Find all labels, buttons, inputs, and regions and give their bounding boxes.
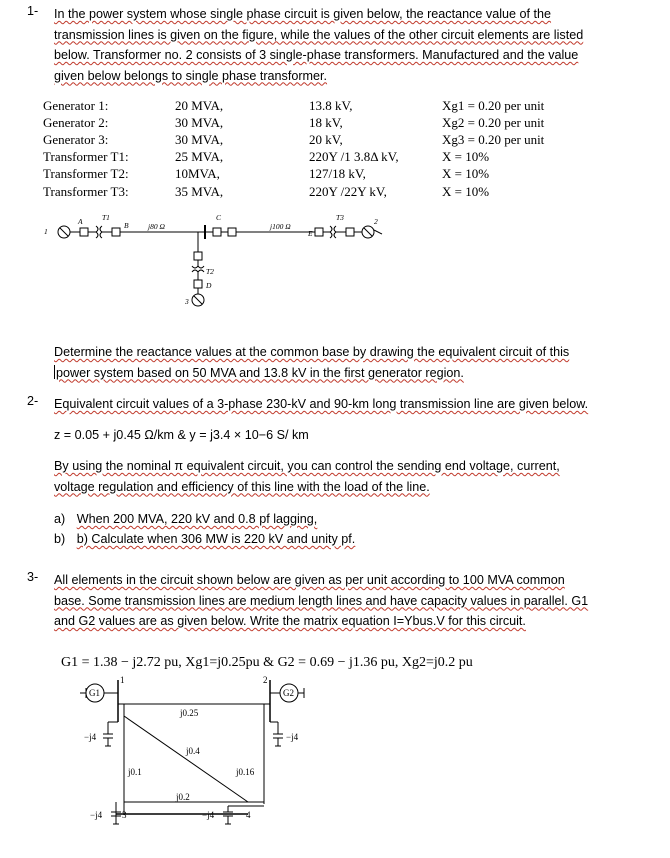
q3-generator-values: G1 = 1.38 − j2.72 pu, Xg1=j0.25pu & G2 = 0.69 − j1.36 pu, Xg2=j0.2 pu xyxy=(61,655,473,670)
bus-c-box xyxy=(213,228,221,236)
bus-a-box xyxy=(80,228,88,236)
z13-label: j0.1 xyxy=(128,767,142,777)
q3-number: 3- xyxy=(27,570,39,584)
gen2-label: 2 xyxy=(374,217,378,226)
bus-e-label: E xyxy=(308,229,313,238)
q1-line-2: transmission lines is given on the figure, while the values of the other circuit elements are listed xyxy=(54,27,584,42)
z34-label: j0.2 xyxy=(176,792,190,802)
q1-determine-line-1: Determine the reactance values at the common base by drawing the equivalent circuit of this xyxy=(54,345,570,359)
q2-formula: z = 0.05 + j0.45 Ω/km & y = j3.4 × 10−6 S/ km xyxy=(54,428,309,442)
bus-1-label: 1 xyxy=(120,675,125,685)
q2-item-a: a) When 200 MVA, 220 kV and 0.8 pf lagging, xyxy=(54,512,318,526)
table-row: Generator 2: 30 MVA, 18 kV, Xg2 = 0.20 per unit xyxy=(43,114,545,130)
bus-e-box xyxy=(315,228,323,236)
q2-line-3: voltage regulation and efficiency of this line with the load of the line. xyxy=(54,479,430,494)
element-parameter-table xyxy=(43,97,562,200)
q1-text xyxy=(54,4,654,86)
z14-label: j0.4 xyxy=(186,746,200,756)
q2-line-2: By using the nominal π equivalent circuit, you can control the sending end voltage, current, xyxy=(54,459,560,473)
z24-label: j0.16 xyxy=(236,767,255,777)
bus-b-label: B xyxy=(124,221,129,230)
q2-number: 2- xyxy=(27,394,39,408)
line2-reactance: j100 Ω xyxy=(270,222,291,231)
line1-reactance: j80 Ω xyxy=(148,222,165,231)
c1-label: −j4 xyxy=(84,732,97,742)
q3-text xyxy=(54,570,654,632)
q3-line-1: All elements in the circuit shown below are given as per unit according to 100 MVA common xyxy=(54,573,565,587)
t3-label: T3 xyxy=(336,213,344,222)
table-row: Transformer T2: 10MVA, 127/18 kV, X = 10% xyxy=(43,166,490,182)
q3-line-3: and G2 values are as given below. Write the matrix equation I=Ybus.V for this circuit. xyxy=(54,614,526,628)
table-row: Generator 3: 30 MVA, 20 kV, Xg3 = 0.20 per unit xyxy=(43,131,545,147)
q1-determine xyxy=(54,342,654,383)
bus-d-label: D xyxy=(206,281,212,290)
t1-label: T1 xyxy=(102,213,110,222)
q2-line-1: Equivalent circuit values of a 3-phase 230-kV and 90-km long transmission line are given below. xyxy=(54,397,589,411)
q2-text xyxy=(54,456,654,497)
table-row: Generator 1: 20 MVA, 13.8 kV, Xg1 = 0.20 per unit xyxy=(43,97,545,113)
q2-item-b: b) b) Calculate when 306 MW is 220 kV and unity pf. xyxy=(54,532,356,546)
bus-b-box xyxy=(112,228,120,236)
transformer-t3-symbol xyxy=(330,226,336,238)
c3-label: −j4 xyxy=(90,810,103,820)
transformer-t2-symbol xyxy=(192,266,204,272)
q3-line-2: base. Some transmission lines are medium length lines and have capacity values in parallel. G1 xyxy=(54,593,589,608)
gen3-label: 3 xyxy=(185,297,189,306)
z12-label: j0.25 xyxy=(180,708,199,718)
network-diagram xyxy=(78,674,318,830)
text-cursor xyxy=(54,365,55,379)
bus-3-label: 3 xyxy=(122,810,127,820)
q1-determine-line-2: power system based on 50 MVA and 13.8 kV in the first generator region. xyxy=(56,365,464,380)
q1-line-1: In the power system whose single phase circuit is given below, the reactance value of the xyxy=(54,7,552,21)
bus-2-label: 2 xyxy=(263,675,268,685)
transformer-t1-symbol xyxy=(96,226,102,238)
table-row: Transformer T1: 25 MVA, 220Y /1 3.8Δ kV, X = 10% xyxy=(43,149,490,165)
q1-line-3: below. Transformer no. 2 consists of 3 single-phase transformers. Manufactured and the value xyxy=(54,48,579,62)
t2-label: T2 xyxy=(206,267,214,276)
c4-label: −j4 xyxy=(202,810,215,820)
q1-number: 1- xyxy=(27,4,39,18)
single-line-diagram xyxy=(30,208,430,320)
bus-a-label: A xyxy=(78,217,83,226)
q1-line-4: given below belongs to single phase transformer. xyxy=(54,68,328,83)
table-row: Transformer T3: 35 MVA, 220Y /22Y kV, X = 10% xyxy=(43,183,490,199)
gen1-label: 1 xyxy=(44,227,48,236)
c2-label: −j4 xyxy=(286,732,299,742)
g1-label: G1 xyxy=(89,688,100,698)
g2-label: G2 xyxy=(283,688,294,698)
bus-4-label: 4 xyxy=(246,810,251,820)
bus-c-label: C xyxy=(216,213,222,222)
